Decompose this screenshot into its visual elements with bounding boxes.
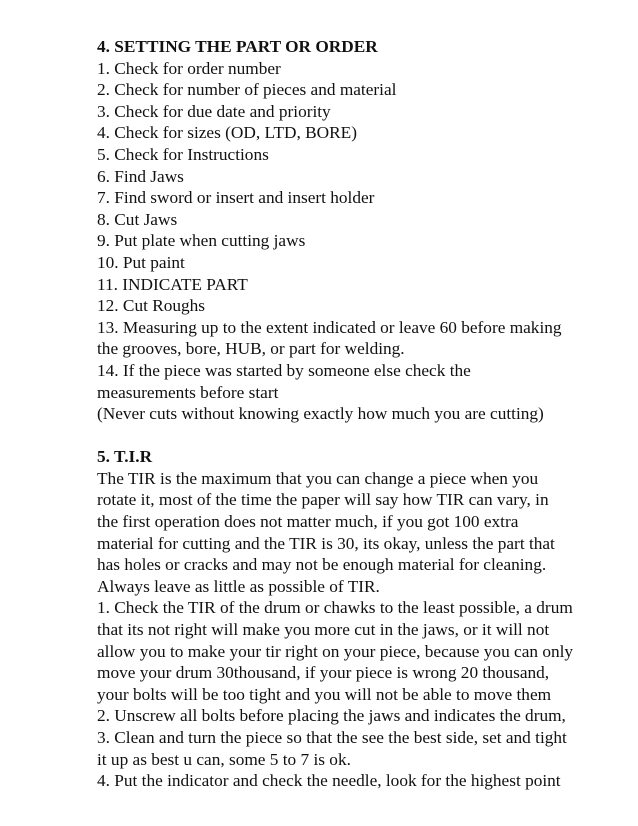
text-line: 3. Clean and turn the piece so that the see the best side, set and tight <box>97 728 567 747</box>
section-tir <box>97 446 627 792</box>
text-line: move your drum 30thousand, if your piece is wrong 20 thousand, <box>97 663 550 683</box>
text-line: 12. Cut Roughs <box>97 296 206 316</box>
text-line: 4. Check for sizes (OD, LTD, BORE) <box>97 123 357 143</box>
text-line: 10. Put paint <box>97 252 185 272</box>
text-line: measurements before start <box>97 382 279 402</box>
section-heading: 4. SETTING THE PART OR ORDER <box>97 37 378 56</box>
text-line: 1. Check for order number <box>97 58 281 78</box>
section-heading: 5. T.I.R <box>97 447 153 467</box>
text-line: Always leave as little as possible of TIR. <box>97 576 380 596</box>
text-line: 13. Measuring up to the extent indicated or leave 60 before making <box>97 317 562 337</box>
text-line: it up as best u can, some 5 to 7 is ok. <box>97 749 351 769</box>
text-line: 2. Check for number of pieces and material <box>97 80 397 100</box>
text-line: The TIR is the maximum that you can change a piece when you <box>97 468 539 488</box>
text-line: your bolts will be too tight and you will not be able to move them <box>97 684 552 704</box>
text-line: 7. Find sword or insert and insert holder <box>97 188 375 208</box>
text-line: 5. Check for Instructions <box>97 144 269 164</box>
section-setting-part <box>97 36 627 425</box>
text-line: material for cutting and the TIR is 30, its okay, unless the part that <box>97 533 555 553</box>
text-line: 11. INDICATE PART <box>97 274 248 294</box>
text-line: 14. If the piece was started by someone else check the <box>97 360 471 380</box>
text-line: 1. Check the TIR of the drum or chawks to the least possible, a drum <box>97 598 573 618</box>
text-line: 8. Cut Jaws <box>97 209 178 229</box>
text-line: rotate it, most of the time the paper will say how TIR can vary, in <box>97 490 549 510</box>
document-page <box>97 36 627 792</box>
text-line: has holes or cracks and may not be enough material for cleaning. <box>97 555 547 575</box>
text-line: 6. Find Jaws <box>97 166 184 186</box>
text-line: the grooves, bore, HUB, or part for welding. <box>97 339 405 359</box>
text-line: 9. Put plate when cutting jaws <box>97 231 306 251</box>
text-line: 4. Put the indicator and check the needle, look for the highest point <box>97 771 561 791</box>
text-line: the first operation does not matter much, if you got 100 extra <box>97 512 519 532</box>
text-line: 3. Check for due date and priority <box>97 101 331 121</box>
paragraph-gap <box>97 425 627 447</box>
text-line: allow you to make your tir right on your piece, because you can only <box>97 641 574 661</box>
text-line: that its not right will make you more cut in the jaws, or it will not <box>97 620 550 640</box>
text-line: (Never cuts without knowing exactly how much you are cutting) <box>97 404 544 424</box>
text-line: 2. Unscrew all bolts before placing the jaws and indicates the drum, <box>97 706 566 726</box>
